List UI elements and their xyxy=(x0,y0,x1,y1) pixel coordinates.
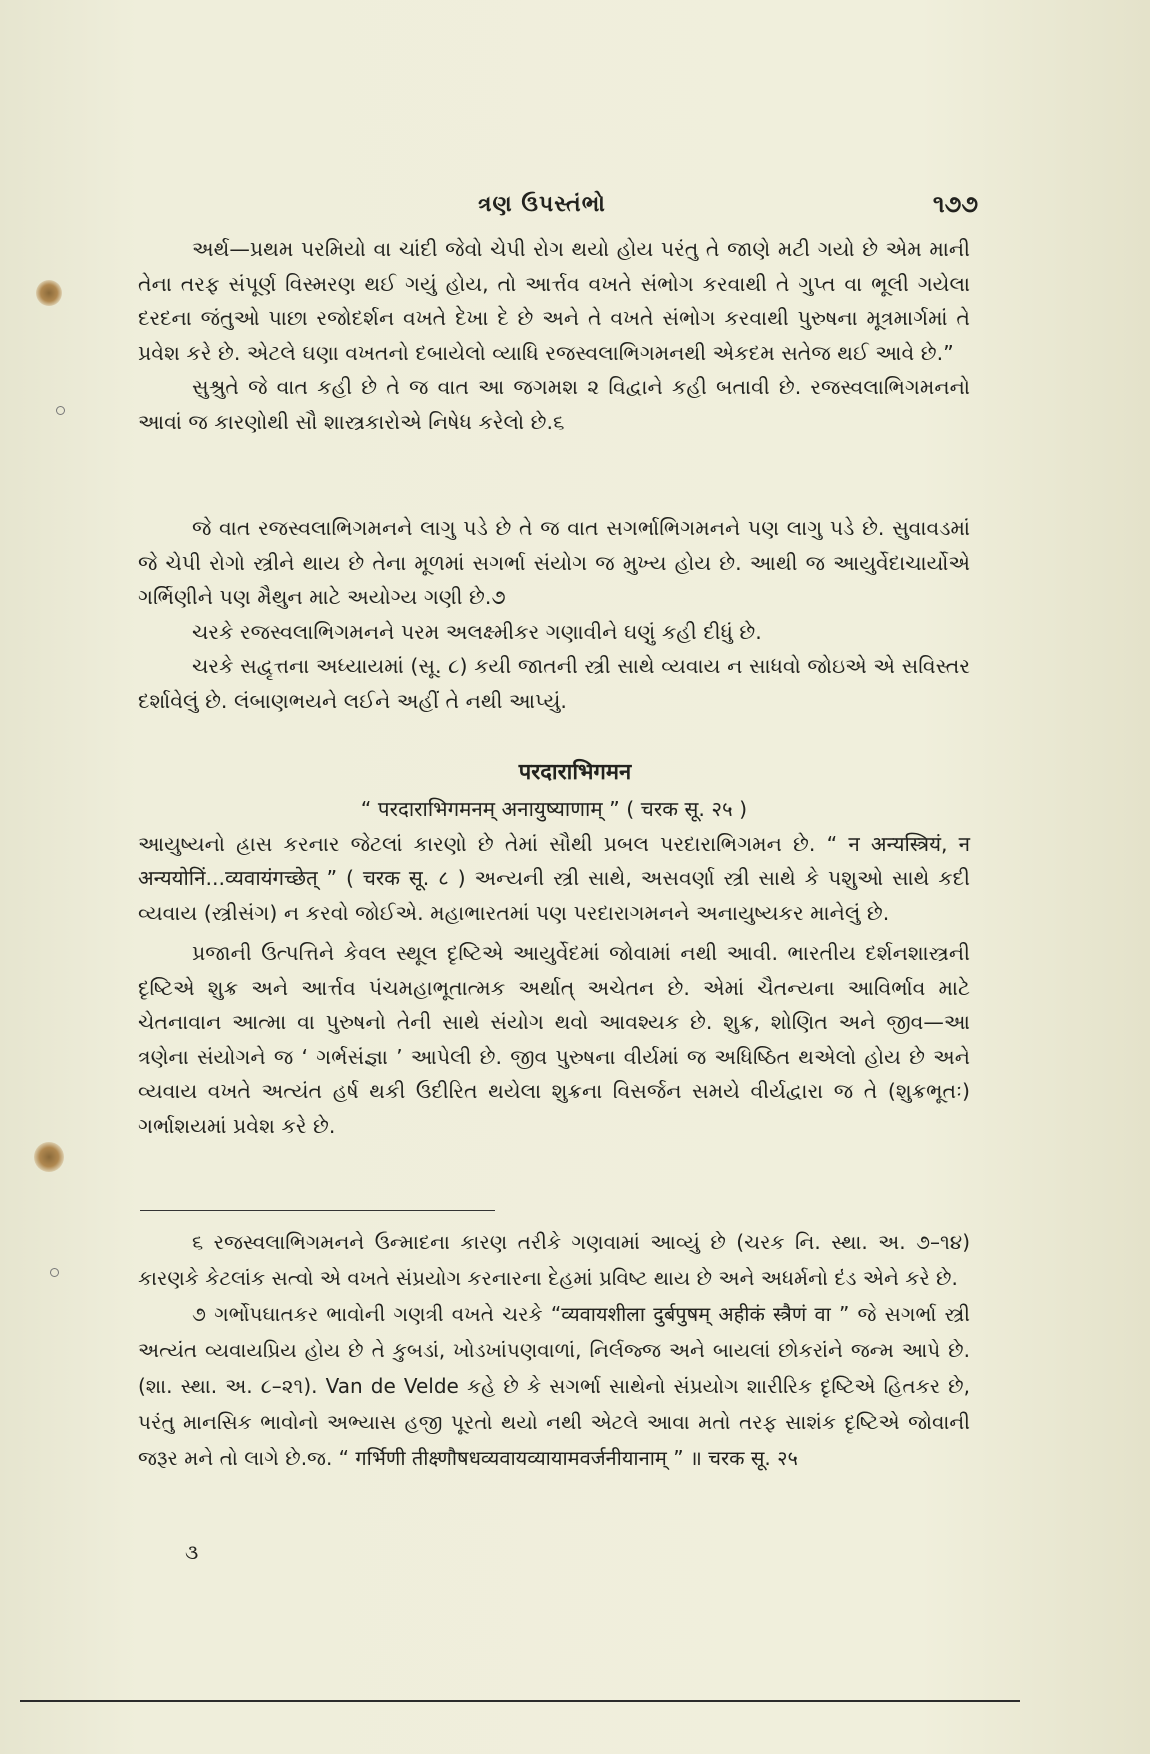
paragraph: ચરકે રજસ્વલાભિગમનને પરમ અલક્ષ્મીકર ગણાવીને ઘણું કહી દીધું છે. xyxy=(192,619,762,644)
running-title: ત્રણ ઉપસ્તંભો xyxy=(478,192,606,217)
rust-spot-top xyxy=(36,280,62,306)
footnote-separator xyxy=(140,1210,495,1211)
paragraph: જે વાત રજસ્વલાભિગમનને લાગુ પડે છે તે જ વાત સગર્ભાભિગમનને પણ લાગુ પડે છે. સુવાવડમાં જે ચેપી રોગો સ્ત્રીને થાય છે તેના મૂળમાં સગર્ભા સંયોગ જ મુખ્ય હોય છે. આથી જ આયુર્વેદાચાર્યોએ ગર્ભિણીને પણ મૈથુન માટે અયોગ્ય ગણી છે.૭ xyxy=(138,516,970,609)
paragraph: સુશ્રુતે જે વાત કહી છે તે જ વાત આ જગમશ ૨ વિદ્વાને કહી બતાવી છે. રજસ્વલાભિગમનનો આવાં જ કારણોથી સૌ શાસ્ત્રકારોએ નિષેધ કરેલો છે.૬ xyxy=(138,375,970,434)
paragraph: પ્રજાની ઉત્પત્તિને કેવલ સ્થૂલ દૃષ્ટિએ આયુર્વેદમાં જોવામાં નથી આવી. ભારતીય દર્શનશાસ્ત્રની દૃષ્ટિએ શુક્ર અને આર્ત્તવ પંચમહાભૂતાત્મક અર્થાત્ અચેતન છે. એમાં ચૈતન્યના આવિર્ભાવ માટે ચેતનાવાન આત્મા વા પુરુષનો તેની સાથે સંયોગ થવો આવશ્યક છે. શુક્ર, શોણિત અને જીવ—આ ત્રણેના સંયોગને જ ‘ ગર્ભસંજ્ઞા ’ આપેલી છે. જીવ પુરુષના વીર્યમાં જ અધિષ્ઠિત થએલો હોય છે અને વ્યવાય વખતે અત્યંત હર્ષ થકી ઉદીરિત થયેલા શુક્રના વિસર્જન સમયે વીર્યદ્વારા જ તે (શુક્રભૂતઃ) ગર્ભાશયમાં પ્રવેશ કરે છે. xyxy=(138,941,970,1138)
footnote: ૬ રજસ્વલાભિગમનને ઉન્માદના કારણ તરીકે ગણવામાં આવ્યું છે (ચરક નિ. સ્થા. અ. ૭–૧૪) કારણકે કેટલાંક સત્વો એ વખતે સંપ્રયોગ કરનારના દેહમાં પ્રવિષ્ટ થાય છે અને અધર્મનો દંડ એને કરે છે. xyxy=(138,1230,970,1290)
page-header xyxy=(138,186,978,226)
epigraph: “ परदाराभिगमनम् अनायुष्याणाम् ” ( चरक सू. २५ ) xyxy=(360,797,748,821)
page-bottom-edge xyxy=(20,1700,1020,1702)
footnotes xyxy=(138,1224,970,1476)
binding-hole-1 xyxy=(56,406,65,415)
page-number: ૧૭૭ xyxy=(932,190,978,218)
paragraph: અર્થ—પ્રથમ પરમિયો વા ચાંદી જેવો ચેપી રોગ થયો હોય પરંતુ તે જાણે મટી ગયો છે એમ માની તેના તરફ સંપૂર્ણ વિસ્મરણ થઈ ગયું હોય, તો આર્ત્તવ વખતે સંભોગ કરવાથી તે ગુપ્ત વા ભૂલી ગયેલા દરદના જંતુઓ પાછા રજોદર્શન વખતે દેખા દે છે અને તે વખતે સંભોગ કરવાથી પુરુષના મૂત્રમાર્ગમાં તે પ્રવેશ કરે છે. એટલે ઘણા વખતનો દબાયેલો વ્યાધિ રજસ્વલાભિગમનથી એકદમ સતેજ થઈ આવે છે.” xyxy=(138,237,970,365)
paragraph: આયુષ્યનો હ્રાસ કરનાર જેટલાં કારણો છે તેમાં સૌથી પ્રબલ પરદારાભિગમન છે. “ न अन्यस्त्रियं, न अन्ययोनिं...व्यवायंगच्छेत् ” ( चरक सू. ८ ) અન્યની સ્ત્રી સાથે, અસવર્ણા સ્ત્રી સાથે કે પશુઓ સાથે કદી વ્યવાય (સ્ત્રીસંગ) ન કરવો જોઈએ. મહાભારતમાં પણ પરદારાગમનને અનાયુષ્યકર માનેલું છે. xyxy=(138,831,970,925)
paragraph: ચરકે સદ્વૃત્તના અધ્યાયમાં (સૂ. ૮) કયી જાતની સ્ત્રી સાથે વ્યવાય ન સાધવો જોઇએ એ સવિસ્તર દર્શાવેલું છે. લંબાણભયને લઈને અહીં તે નથી આપ્યું. xyxy=(138,654,970,713)
signature-mark: ૩ xyxy=(185,1540,199,1564)
body-block-top xyxy=(138,232,970,439)
body-block-mid xyxy=(138,507,970,718)
binding-hole-2 xyxy=(50,1268,59,1277)
rust-spot-bottom xyxy=(34,1142,64,1172)
section-heading: परदाराभिगमन xyxy=(518,760,632,785)
body-block-bottom xyxy=(138,792,970,1143)
footnote: ૭ ગર્ભોપઘાતકર ભાવોની ગણત્રી વખતે ચરકે “व्यवायशीला दुर्बपुषम् अहीकं स्त्रैणं वा ” જે સગર્ભા સ્ત્રી અત્યંત વ્યવાયપ્રિય હોય છે તે કુબડાં, ખોડખાંપણવાળાં, નિર્લજ્જ અને બાયલાં છોકરાંને જન્મ આપે છે. (શા. સ્થા. અ. ૮–૨૧). Van de Velde કહે છે કે સગર્ભા સાથેનો સંપ્રયોગ શારીરિક દૃષ્ટિએ હિતકર છે, પરંતુ માનસિક ભાવોનો અભ્યાસ હજી પૂરતો થયો નથી એટલે આવા મતો તરફ સાશંક દૃષ્ટિએ જોવાની જરૂર મને તો લાગે છે.જ. “ गर्भिणी तीक्ष्णौषधव्यवायव्यायामवर्जनीयानाम् ” ॥ चरक सू. २५ xyxy=(138,1302,970,1470)
